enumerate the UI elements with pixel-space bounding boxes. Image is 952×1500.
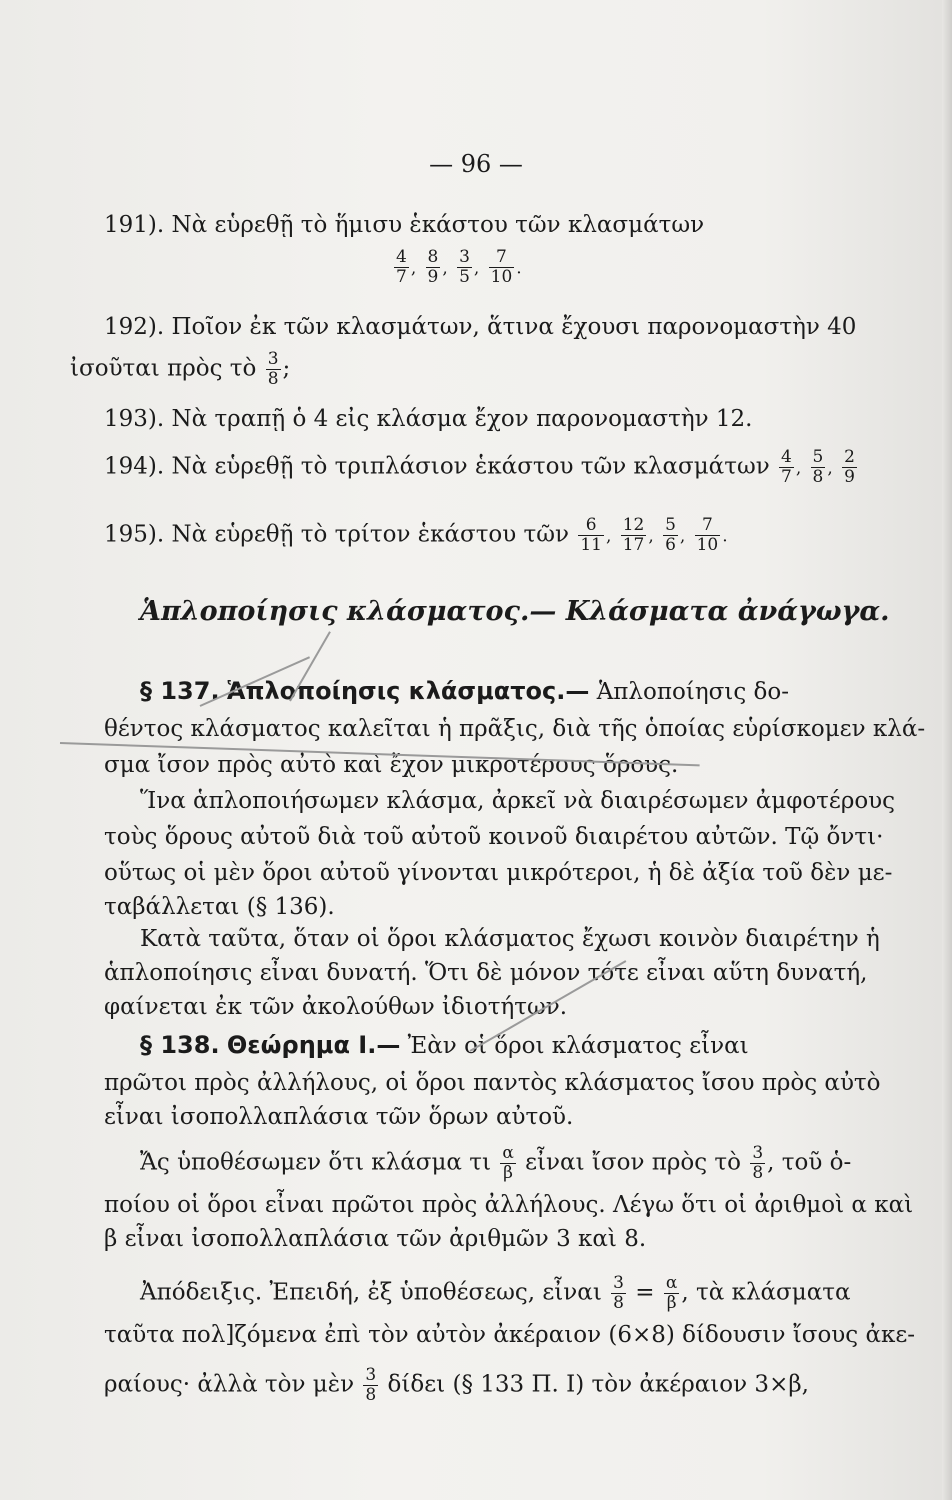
s138-line-9: ραίους· ἀλλὰ τὸν μὲν $\frac{3}{8}$ δίδει (§ 133 Π. Ι) τὸν ἀκέραιον 3×β, (104, 1365, 809, 1405)
s138-line-1: § 138. Θεώρημα Ι.— Ἐὰν οἱ ὅροι κλάσματος εἶναι (140, 1031, 749, 1059)
s137-line-10: φαίνεται ἐκ τῶν ἀκολούθων ἰδιοτήτων. (104, 994, 567, 1020)
s137-line-5: τοὺς ὅρους αὐτοῦ διὰ τοῦ αὐτοῦ κοινοῦ διαιρέτου αὐτῶν. Τῷ ὄντι· (104, 824, 884, 850)
fraction: $\frac{4}{7}$ (781, 447, 792, 487)
exercise-191: 191). Νὰ εὑρεθῇ τὸ ἥμισυ ἑκάστου τῶν κλασμάτων (104, 212, 705, 238)
exercise-192-cont: ἰσοῦται πρὸς τὸ $\frac{3}{8}$ ; (70, 349, 291, 389)
fraction: $\frac{5}{6}$ (665, 515, 676, 555)
fraction: $\frac{3}{8}$ (752, 1143, 764, 1183)
fraction: $\frac{\alpha}{\beta}$ (665, 1273, 678, 1313)
s138-line-4: Ἄς ὑποθέσωμεν ὅτι κλάσμα τι $\frac{\alpha}{\beta}$ εἶναι ἴσον πρὸς τὸ $\frac{3}{8}$ , τοῦ ὁ- (140, 1143, 852, 1183)
s137-line-9: ἁπλοποίησις εἶναι δυνατή. Ὅτι δὲ μόνον τότε εἶναι αὕτη δυνατή, (104, 960, 868, 986)
exercise-193: 193). Νὰ τραπῇ ὁ 4 εἰς κλάσμα ἔχον παρονομαστὴν 12. (104, 406, 753, 432)
exercise-195: 195). Νὰ εὑρεθῇ τὸ τρίτον ἑκάστου τῶν $\frac{6}{11}$ , $\frac{12}{17}$ , $\frac{5}{6}$ , $\frac{7}{10}$ . (104, 515, 728, 555)
fraction: $\frac{3}{5}$ (459, 247, 470, 287)
s138-line-3: εἶναι ἰσοπολλαπλάσια τῶν ὅρων αὐτοῦ. (104, 1104, 574, 1130)
fraction: $\frac{3}{8}$ (613, 1273, 624, 1313)
s138-line-6: β εἶναι ἰσοπολλαπλάσια τῶν ἀριθμῶν 3 καὶ 8. (104, 1226, 647, 1252)
fraction: $\frac{12}{17}$ (622, 515, 645, 555)
fraction: $\frac{8}{9}$ (427, 247, 439, 287)
s138-line-5: ποίου οἱ ὅροι εἶναι πρῶτοι πρὸς ἀλλήλους. Λέγω ὅτι οἱ ἀριθμοὶ α καὶ (104, 1192, 914, 1218)
fraction: $\frac{2}{9}$ (844, 447, 855, 487)
s137-line-7: ταβάλλεται (§ 136). (104, 894, 335, 920)
exercise-191-fractions: $\frac{4}{7}$ , $\frac{8}{9}$ , $\frac{3}{5}$ , $\frac{7}{10}$ . (396, 247, 522, 287)
fraction: $\frac{3}{8}$ (267, 349, 279, 389)
exercise-192: 192). Ποῖον ἐκ τῶν κλασμάτων, ἅτινα ἔχουσι παρονομαστὴν 40 (104, 314, 857, 340)
fraction: $\frac{3}{8}$ (365, 1365, 377, 1405)
s137-line-8: Κατὰ ταῦτα, ὅταν οἱ ὅροι κλάσματος ἔχωσι κοινὸν διαιρέτην ἡ (140, 926, 880, 952)
s137-line-6: οὕτως οἱ μὲν ὅροι αὐτοῦ γίνονται μικρότεροι, ἡ δὲ ἀξία τοῦ δὲν με- (104, 860, 893, 886)
s138-line-8: ταῦτα πολ]ζόμενα ἐπὶ τὸν αὐτὸν ἀκέραιον (6×8) δίδουσιν ἴσους ἀκε- (104, 1322, 916, 1348)
fraction: $\frac{\alpha}{\beta}$ (502, 1143, 514, 1183)
s137-line-4: Ἵνα ἁπλοποιήσωμεν κλάσμα, ἀρκεῖ νὰ διαιρέσωμεν ἀμφοτέρους (140, 788, 896, 814)
fraction: $\frac{4}{7}$ (396, 247, 407, 287)
s137-line-3: σμα ἴσον πρὸς αὐτὸ καὶ ἔχον μικροτέρους ὅρους. (104, 752, 679, 778)
s138-line-7: Ἀπόδειξις. Ἐπειδή, ἐξ ὑποθέσεως, εἶναι $\frac{3}{8}$ = $\frac{\alpha}{\beta}$ , τὰ κλάσματα (140, 1273, 851, 1313)
fraction: $\frac{7}{10}$ (490, 247, 513, 287)
fraction: $\frac{6}{11}$ (580, 515, 602, 555)
s137-line-2: θέντος κλάσματος καλεῖται ἡ πρᾶξις, διὰ τῆς ὁποίας εὑρίσκομεν κλά- (104, 716, 926, 742)
page-edge (942, 0, 952, 1500)
s137-line-1: § 137. Ἁπλοποίησις κλάσματος.— Ἁπλοποίησις δο- (140, 677, 789, 705)
s138-line-2: πρῶτοι πρὸς ἀλλήλους, οἱ ὅροι παντὸς κλάσματος ἴσου πρὸς αὐτὸ (104, 1070, 881, 1096)
section-heading: Ἁπλοποίησις κλάσματος.— Κλάσματα ἀνάγωγα. (140, 596, 890, 627)
page-number: — 96 — (429, 150, 523, 178)
exercise-194: 194). Νὰ εὑρεθῇ τὸ τριπλάσιον ἑκάστου τῶν κλασμάτων $\frac{4}{7}$ , $\frac{5}{8}$ , $\frac{2}{9}$ (104, 447, 855, 487)
fraction: $\frac{7}{10}$ (696, 515, 719, 555)
fraction: $\frac{5}{8}$ (812, 447, 824, 487)
